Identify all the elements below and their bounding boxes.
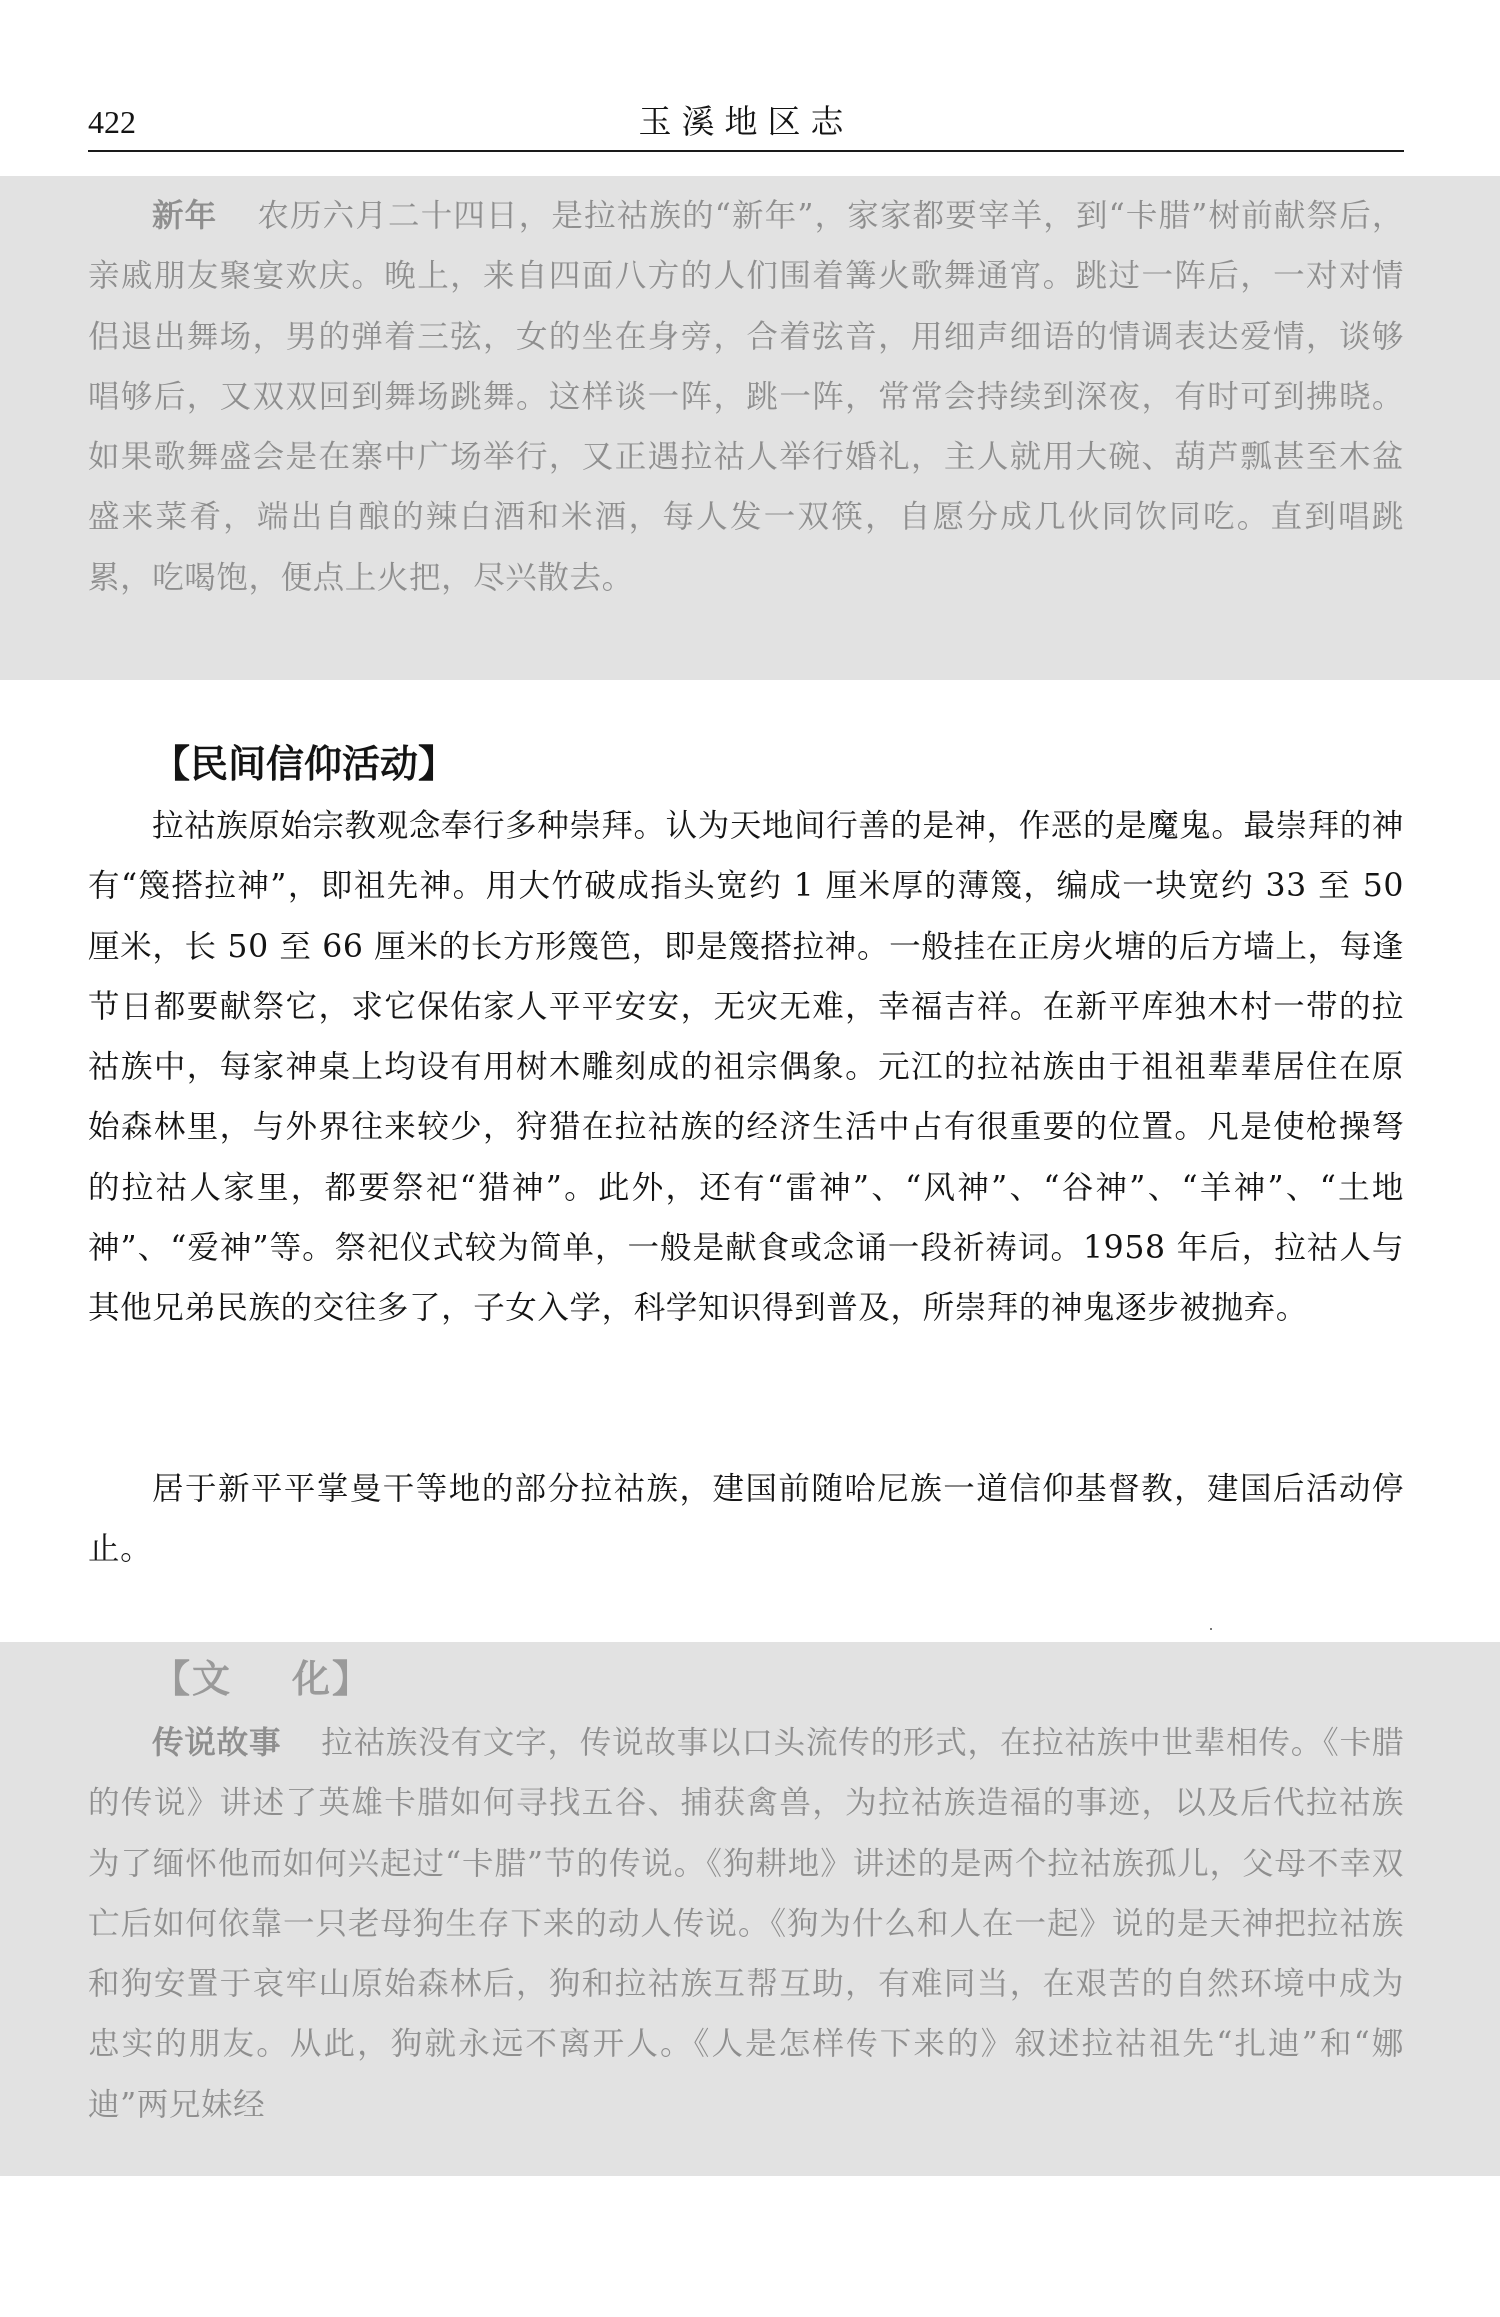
folk-belief-heading: 【民间信仰活动】 xyxy=(152,742,457,786)
culture-heading xyxy=(152,1654,372,1704)
scan-speck xyxy=(1210,1628,1212,1630)
folk-belief-paragraph-1: 拉祜族原始宗教观念奉行多种崇拜。认为天地间行善的是神，作恶的是魔鬼。最崇拜的神有“篾搭拉神”，即祖先神。用大竹破成指头宽约 1 厘米厚的薄篾，编成一块宽约 33 至 50 厘米，长 50 至 66 厘米的长方形篾笆，即是篾搭拉神。一般挂在正房火塘的后方墙上，每逢节日都要献祭它，求它保佑家人平平安安，无灾无难，幸福吉祥。在新平库独木村一带的拉祜族中，每家神桌上均设有用树木雕刻成的祖宗偶象。元江的拉祜族由于祖祖辈辈居住在原始森林里，与外界往来较少，狩猎在拉祜族的经济生活中占有很重要的位置。凡是使枪操弩的拉祜人家里，都要祭祀“猎神”。此外，还有“雷神”、“风神”、“谷神”、“羊神”、“土地神”、“爱神”等。祭祀仪式较为简单，一般是献食或念诵一段祈祷词。1958 年后，拉祜人与其他兄弟民族的交往多了，子女入学，科学知识得到普及，所崇拜的神鬼逐步被抛弃。 xyxy=(88,808,1404,1327)
header-rule xyxy=(88,150,1404,152)
folk-belief-paragraph-2: 居于新平平掌曼干等地的部分拉祜族，建国前随哈尼族一道信仰基督教，建国后活动停止。 xyxy=(88,1471,1404,1568)
culture-heading-open: 【文 xyxy=(152,1656,233,1701)
page-number: 422 xyxy=(88,104,136,140)
new-year-paragraph xyxy=(88,186,1404,608)
new-year-text: 农历六月二十四日，是拉祜族的“新年”，家家都要宰羊，到“卡腊”树前献祭后，亲戚朋友聚宴欢庆。晚上，来自四面八方的人们围着篝火歌舞通宵。跳过一阵后，一对对情侣退出舞场，男的弹着三弦，女的坐在身旁，合着弦音，用细声细语的情调表达爱情，谈够唱够后，又双双回到舞场跳舞。这样谈一阵，跳一阵，常常会持续到深夜，有时可到拂晓。如果歌舞盛会是在寨中广场举行，又正遇拉祜人举行婚礼，主人就用大碗、葫芦瓢甚至木盆盛来菜肴，端出自酿的辣白酒和米酒，每人发一双筷，自愿分成几伙同饮同吃。直到唱跳累，吃喝饱，便点上火把，尽兴散去。 xyxy=(88,198,1404,596)
running-title: 玉溪地区志 xyxy=(638,102,854,141)
legend-subhead: 传说故事 xyxy=(152,1725,282,1761)
culture-heading-close: 化】 xyxy=(292,1656,373,1701)
page-header xyxy=(88,102,1404,152)
legend-paragraph xyxy=(88,1713,1404,2135)
new-year-subhead: 新年 xyxy=(152,198,218,234)
legend-text: 拉祜族没有文字，传说故事以口头流传的形式，在拉祜族中世辈相传。《卡腊的传说》讲述了英雄卡腊如何寻找五谷、捕获禽兽，为拉祜族造福的事迹，以及后代拉祜族为了缅怀他而如何兴起过“卡腊”节的传说。《狗耕地》讲述的是两个拉祜族孤儿，父母不幸双亡后如何依靠一只老母狗生存下来的动人传说。《狗为什么和人在一起》说的是天神把拉祜族和狗安置于哀牢山原始森林后，狗和拉祜族互帮互助，有难同当，在艰苦的自然环境中成为忠实的朋友。从此，狗就永远不离开人。《人是怎样传下来的》叙述拉祜祖先“扎迪”和“娜迪”两兄妹经 xyxy=(88,1725,1404,2123)
